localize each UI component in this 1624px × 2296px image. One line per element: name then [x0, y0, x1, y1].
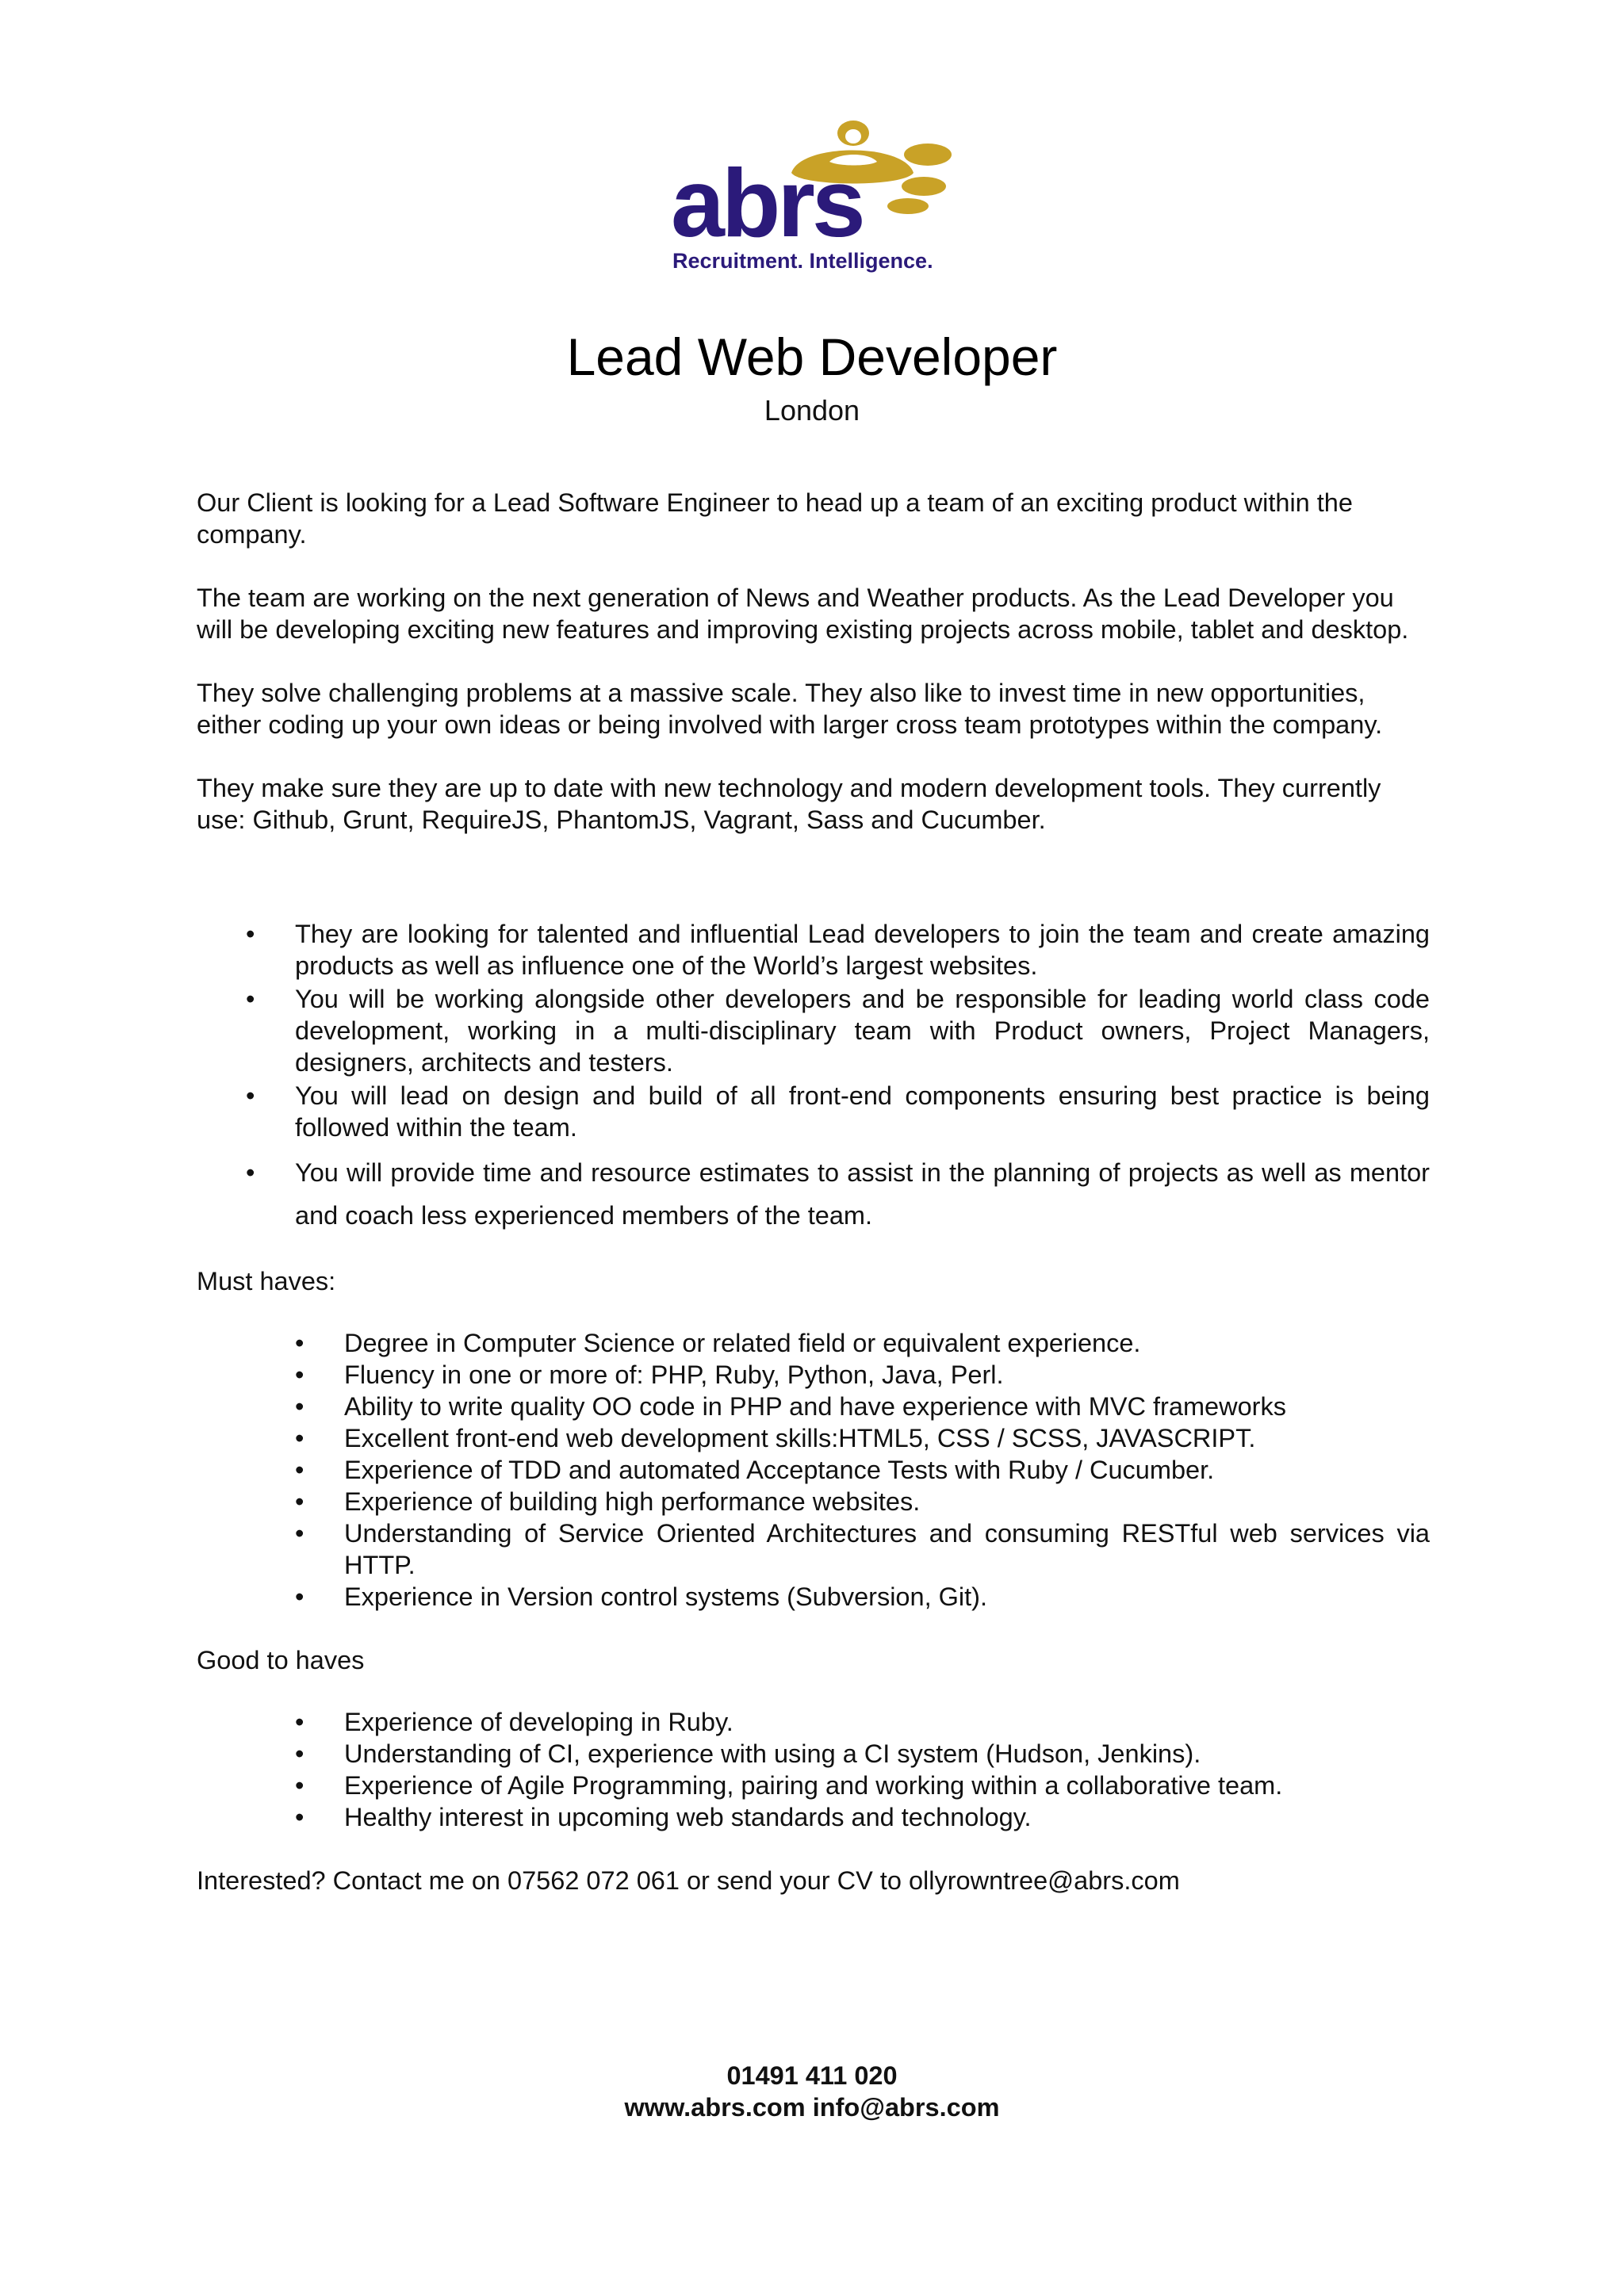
list-item: • Experience of Agile Programming, pairing and working within a collaborative team.	[197, 1770, 1430, 1801]
job-title: Lead Web Developer	[566, 327, 1058, 386]
list-item: • Understanding of Service Oriented Architectures and consuming RESTful web services via HTTP.	[197, 1517, 1430, 1581]
list-item: • Experience in Version control systems (Subversion, Git).	[197, 1581, 1430, 1613]
intro-paragraph: Our Client is looking for a Lead Software Engineer to head up a team of an exciting product within the company.	[197, 488, 1353, 549]
list-item: • They are looking for talented and influential Lead developers to join the team and create amazing products as well as influence one of the World’s largest websites.	[197, 918, 1430, 982]
list-item: • Ability to write quality OO code in PHP and have experience with MVC frameworks	[197, 1391, 1430, 1422]
abrs-logo	[666, 111, 975, 277]
list-item: • Experience of developing in Ruby.	[197, 1706, 1430, 1738]
list-item: • Understanding of CI, experience with using a CI system (Hudson, Jenkins).	[197, 1738, 1430, 1770]
good-to-haves-list	[197, 1706, 1430, 1833]
contact-line: Interested? Contact me on 07562 072 061 or send your CV to ollyrowntree@abrs.com	[197, 1866, 1180, 1895]
list-item: • Excellent front-end web development skills:HTML5, CSS / SCSS, JAVASCRIPT.	[197, 1422, 1430, 1454]
list-item: • You will provide time and resource estimates to assist in the planning of projects as well as mentor and coach less experienced members of the team.	[197, 1151, 1430, 1237]
logo-tagline: Recruitment. Intelligence.	[672, 249, 933, 273]
job-location: London	[764, 394, 860, 427]
good-to-haves-label: Good to haves	[197, 1646, 365, 1674]
list-item: • You will be working alongside other developers and be responsible for leading world class code development, working in a multi-disciplinary team with Product owners, Project Managers, designers, architects and testers.	[197, 983, 1430, 1078]
list-item: • Healthy interest in upcoming web standards and technology.	[197, 1801, 1430, 1833]
footer	[0, 2060, 1624, 2123]
intro-paragraph: The team are working on the next generation of News and Weather products. As the Lead Developer you will be developing exciting new features and improving existing projects across mobile, tablet and desktop.	[197, 584, 1409, 644]
list-item: • Degree in Computer Science or related field or equivalent experience.	[197, 1327, 1430, 1359]
logo-wordmark: abrs	[671, 149, 863, 257]
must-haves-label: Must haves:	[197, 1267, 336, 1295]
list-item: • Experience of TDD and automated Acceptance Tests with Ruby / Cucumber.	[197, 1454, 1430, 1486]
intro-paragraph: They solve challenging problems at a massive scale. They also like to invest time in new opportunities, either coding up your own ideas or being involved with larger cross team prototypes within the company.	[197, 679, 1383, 739]
list-item: • Fluency in one or more of: PHP, Ruby, Python, Java, Perl.	[197, 1359, 1430, 1391]
intro-paragraph: They make sure they are up to date with new technology and modern development tools. They currently use: Github, Grunt, RequireJS, PhantomJS, Vagrant, Sass and Cucumber.	[197, 774, 1381, 834]
title-block	[0, 323, 1624, 428]
footer-web-email: www.abrs.com info@abrs.com	[624, 2093, 1000, 2122]
list-item: • You will lead on design and build of all front-end components ensuring best practice is being followed within the team.	[197, 1080, 1430, 1143]
list-item: • Experience of building high performance websites.	[197, 1486, 1430, 1517]
job-description	[197, 487, 1430, 1896]
must-haves-list	[197, 1327, 1430, 1613]
footer-phone: 01491 411 020	[726, 2061, 898, 2090]
responsibilities-list	[197, 918, 1430, 1237]
